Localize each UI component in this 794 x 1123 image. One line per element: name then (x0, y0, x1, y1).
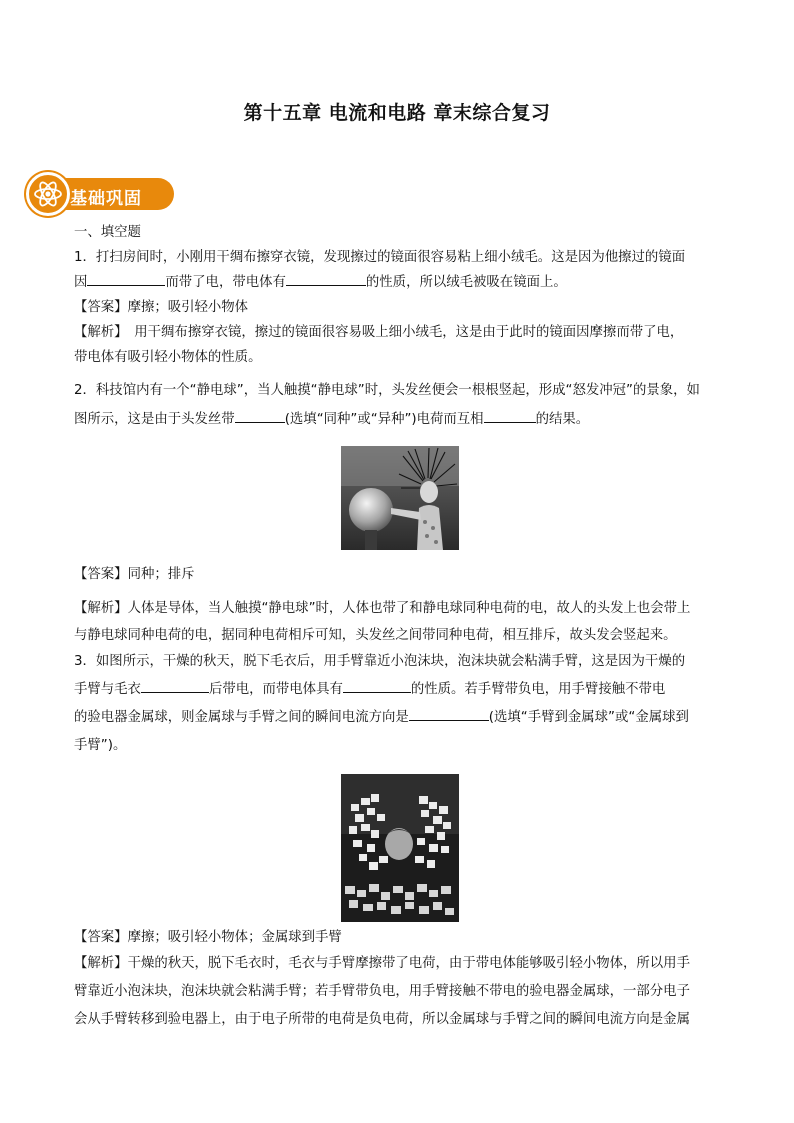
analysis-label: 【解析】 (74, 325, 121, 340)
q3-text-d: 的验电器金属球，则金属球与手臂之间的瞬间电流方向是 (74, 710, 409, 725)
static-ball-photo (341, 446, 459, 550)
q2-line1: 2．科技馆内有一个“静电球”，当人触摸“静电球”时，头发丝便会一根根竖起，形成“怒发冲冠”的景象，如 (74, 383, 700, 398)
foam-arms-photo (341, 774, 459, 922)
q3-analysis-2: 臂靠近小泡沫块，泡沫块就会粘满手臂；若手臂带负电，用手臂接触不带电的验电器金属球，一部分电子 (74, 984, 690, 999)
q3-line4: 手臂”)。 (74, 738, 127, 753)
answer-label: 【答案】 (74, 930, 128, 945)
q3-answer (74, 925, 726, 950)
q1-analysis-2: 带电体有吸引轻小物体的性质。 (74, 350, 262, 365)
q3-text-b: 后带电，而带电体具有 (208, 682, 343, 697)
q3-analysis-1 (74, 950, 726, 978)
q1-text-b: 而带了电，带电体有 (165, 275, 286, 290)
page-title: 第十五章 电流和电路 章末综合复习 (243, 102, 551, 124)
q3-text-e: (选填“手臂到金属球”或“金属球到 (488, 710, 689, 725)
answer-label: 【答案】 (74, 567, 128, 582)
q1-line2 (74, 270, 726, 295)
q2-analysis-1 (74, 595, 726, 623)
worksheet-content (74, 220, 726, 1034)
answer-text: 摩擦；吸引轻小物体 (127, 300, 249, 315)
atom-icon (26, 172, 70, 216)
q2-blank-2[interactable] (484, 408, 536, 423)
q3-line2 (74, 676, 726, 704)
section-banner (26, 172, 176, 216)
q2-blank-1[interactable] (235, 408, 285, 423)
q3-blank-3[interactable] (409, 706, 489, 721)
q1-answer (74, 295, 726, 320)
q3-text-c: 的性质。若手臂带负电，用手臂接触不带电 (410, 682, 666, 697)
section-heading: 一、填空题 (74, 225, 141, 240)
q2-text-c: 的结果。 (535, 412, 590, 427)
analysis-text: 干燥的秋天，脱下毛衣时，毛衣与手臂摩擦带了电荷，由于带电体能够吸引轻小物体，所以用手 (127, 956, 690, 971)
analysis-text: 人体是导体，当人触摸“静电球”时，人体也带了和静电球同种电荷的电，故人的头发上也会带上 (127, 601, 691, 616)
q1-text-c: 的性质，所以绒毛被吸在镜面上。 (365, 275, 567, 290)
banner-label: 基础巩固 (70, 189, 142, 209)
q1-line1: 1．打扫房间时，小刚用干绸布擦穿衣镜，发现擦过的镜面很容易粘上细小绒毛。这是因为他擦过的镜面 (74, 250, 686, 265)
q3-analysis-3: 会从手臂转移到验电器上，由于电子所带的电荷是负电荷，所以金属球与手臂之间的瞬间电流方向是金属 (74, 1012, 690, 1027)
q1-blank-2[interactable] (286, 271, 366, 286)
q2-text-b: (选填“同种”或“异种”)电荷而互相 (284, 412, 484, 427)
q1-analysis-1 (74, 320, 726, 345)
analysis-text: 用干绸布擦穿衣镜，擦过的镜面很容易吸上细小绒毛，这是由于此时的镜面因摩擦而带了电， (120, 325, 684, 340)
q1-blank-1[interactable] (87, 271, 165, 286)
q2-answer (74, 561, 726, 589)
q2-line2 (74, 405, 726, 434)
q3-blank-2[interactable] (343, 678, 411, 693)
q2-analysis-2: 与静电球同种电荷的电，据同种电荷相斥可知，头发丝之间带同种电荷，相互排斥，故头发会竖起来。 (74, 628, 677, 643)
q3-line3 (74, 704, 726, 732)
q3-blank-1[interactable] (141, 678, 209, 693)
analysis-label: 【解析】 (74, 601, 128, 616)
answer-text: 摩擦；吸引轻小物体；金属球到手臂 (127, 930, 342, 945)
answer-text: 同种；排斥 (127, 567, 195, 582)
answer-label: 【答案】 (74, 300, 128, 315)
q2-text-a: 图所示，这是由于头发丝带 (74, 412, 235, 427)
q3-line1: 3．如图所示，干燥的秋天，脱下毛衣后，用手臂靠近小泡沫块，泡沫块就会粘满手臂，这是因为干燥的 (74, 654, 686, 669)
q1-text-a: 因 (74, 275, 88, 290)
analysis-label: 【解析】 (74, 956, 128, 971)
q3-text-a: 手臂与毛衣 (74, 682, 141, 697)
